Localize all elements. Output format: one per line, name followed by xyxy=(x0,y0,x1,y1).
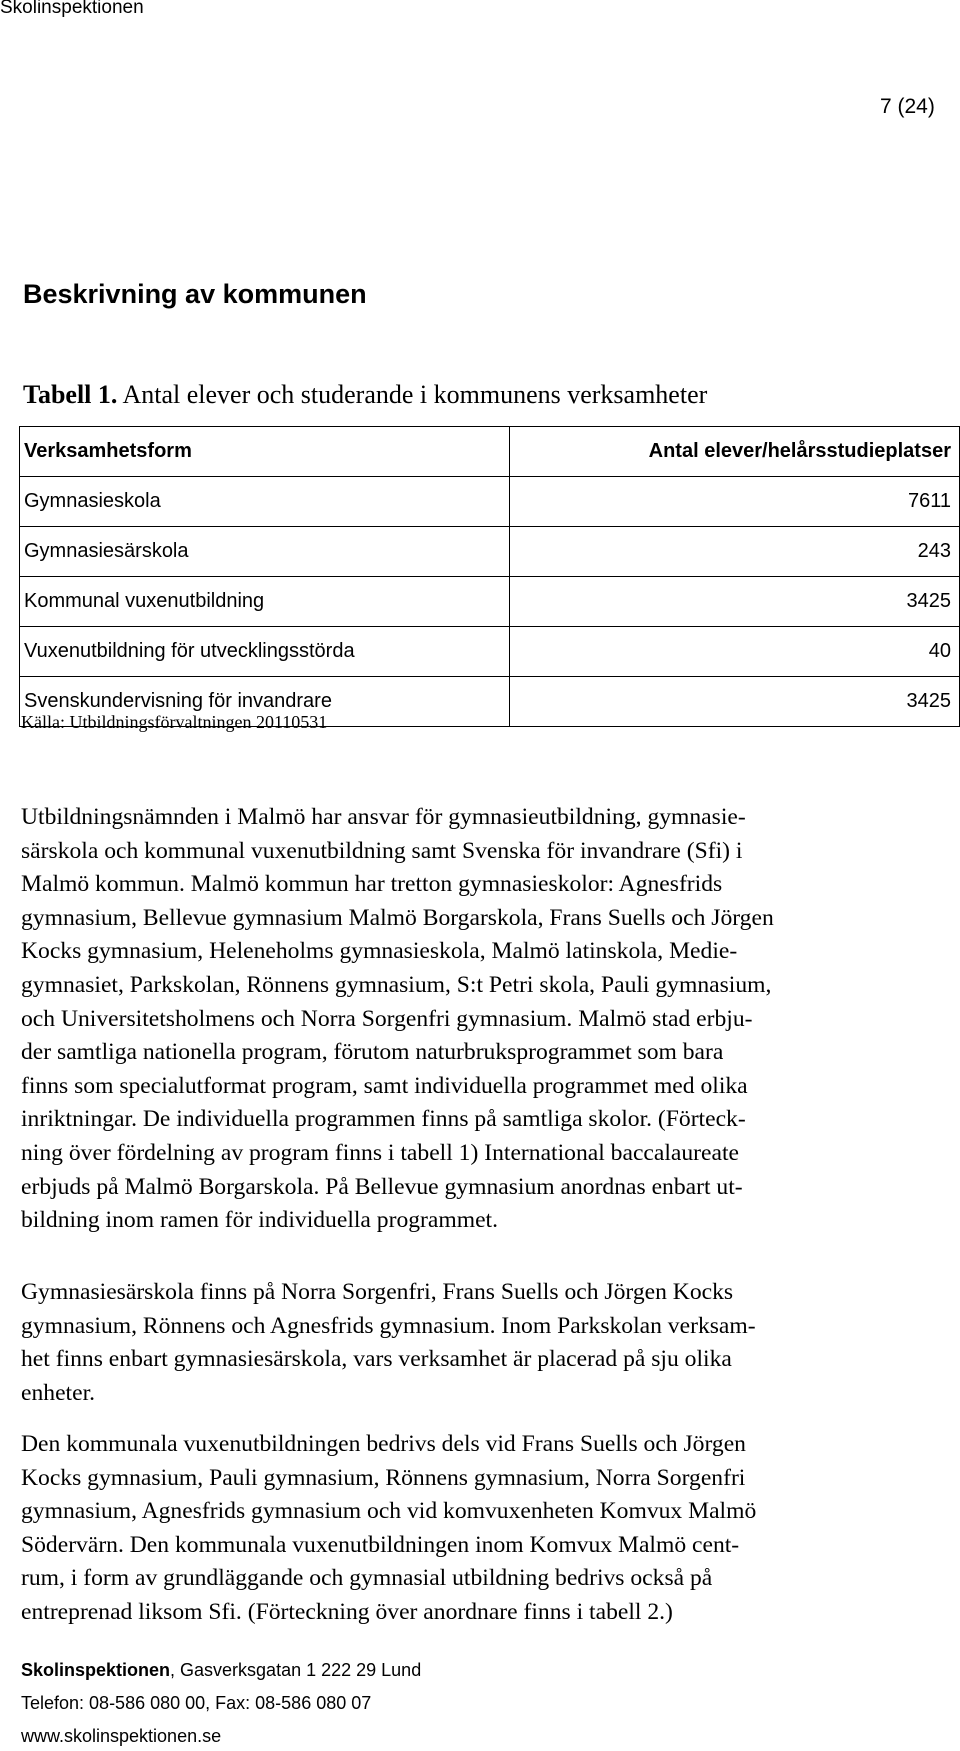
footer-phone: Telefon: 08-586 080 00, Fax: 08-586 080 07 xyxy=(21,1693,372,1713)
table-caption-label: Tabell 1. xyxy=(23,380,118,409)
table-cell-count: 3425 xyxy=(510,677,960,727)
table-cell-form: Gymnasiesärskola xyxy=(20,527,510,577)
table-row xyxy=(20,627,960,677)
column-header-antal: Antal elever/helårsstudieplatser xyxy=(510,427,960,477)
table-row xyxy=(20,477,960,527)
table-header-row xyxy=(20,427,960,477)
body-paragraph-adult-education: Den kommunala vuxenutbildningen bedrivs dels vid Frans Suells och Jörgen Kocks gymnasium, Pauli gymnasium, Rönnens gymnasium, Norra Sorgenfri gymnasium, Agnesfrids gymnasium och vid komvuxenheten Komvux Malmö Södervärn. Den kommunala vuxenutbildningen inom Komvux Malmö cent- rum, i form av grundläggande och gymnasial utbildning bedrivs också på entreprenad liksom Sfi. (Förteckning över anordnare finns i tabell 2.) xyxy=(21,1431,757,1625)
column-header-verksamhetsform: Verksamhetsform xyxy=(20,427,510,477)
section-heading: Beskrivning av kommunen xyxy=(23,279,367,309)
table-cell-form: Gymnasieskola xyxy=(20,477,510,527)
table-row xyxy=(20,577,960,627)
table-cell-count: 7611 xyxy=(510,477,960,527)
table-cell-count: 243 xyxy=(510,527,960,577)
body-paragraph-schools: Utbildningsnämnden i Malmö har ansvar för gymnasieutbildning, gymnasie- särskola och kommunal vuxenutbildning samt Svenska för invandrare (Sfi) i Malmö kommun. Malmö kommun har tretton gymnasieskolor: Agnesfrids gymnasium, Bellevue gymnasium Malmö Borgarskola, Frans Suells och Jörgen Kocks gymnasium, Heleneholms gymnasieskola, Malmö latinskola, Medie- gymnasiet, Parkskolan, Rönnens gymnasium, S:t Petri skola, Pauli gymnasium, och Universitetsholmens och Norra Sorgenfri gymnasium. Malmö stad erbju- der samtliga nationella program, förutom naturbruksprogrammet som bara finns som specialutformat program, samt individuella programmet med olika inriktningar. De individuella programmen finns på samtliga skolor. (Förteck- ning över fördelning av program finns i tabell 1) International baccalaureate erbjuds på Malmö Borgarskola. På Bellevue gymnasium anordnas enbart ut- bildning inom ramen för individuella programmet. xyxy=(21,804,774,1234)
table-caption-text: Antal elever och studerande i kommunens verksamheter xyxy=(117,380,708,409)
table-cell-form: Vuxenutbildning för utvecklingsstörda xyxy=(20,627,510,677)
header-organization: Skolinspektionen xyxy=(0,0,144,18)
page-number: 7 (24) xyxy=(880,95,935,118)
footer-org-name: Skolinspektionen xyxy=(21,1660,171,1680)
footer-address xyxy=(21,1660,421,1681)
footer-website-link[interactable]: www.skolinspektionen.se xyxy=(21,1726,222,1746)
table-cell-count: 3425 xyxy=(510,577,960,627)
table-source-note: Källa: Utbildningsförvaltningen 20110531 xyxy=(21,712,328,732)
table-cell-count: 40 xyxy=(510,627,960,677)
table-cell-form: Kommunal vuxenutbildning xyxy=(20,577,510,627)
table-caption xyxy=(23,380,707,410)
footer-street-address: , Gasverksgatan 1 222 29 Lund xyxy=(170,1660,422,1680)
body-paragraph-special-schools: Gymnasiesärskola finns på Norra Sorgenfri, Frans Suells och Jörgen Kocks gymnasium, Rönnens och Agnesfrids gymnasium. Inom Parkskolan verksam- het finns enbart gymnasiesärskola, vars verksamhet är placerad på sju olika enheter. xyxy=(21,1279,756,1406)
table-cell-form: Svenskundervisning för invandrare xyxy=(20,677,510,727)
table-row xyxy=(20,527,960,577)
students-table xyxy=(19,426,960,727)
